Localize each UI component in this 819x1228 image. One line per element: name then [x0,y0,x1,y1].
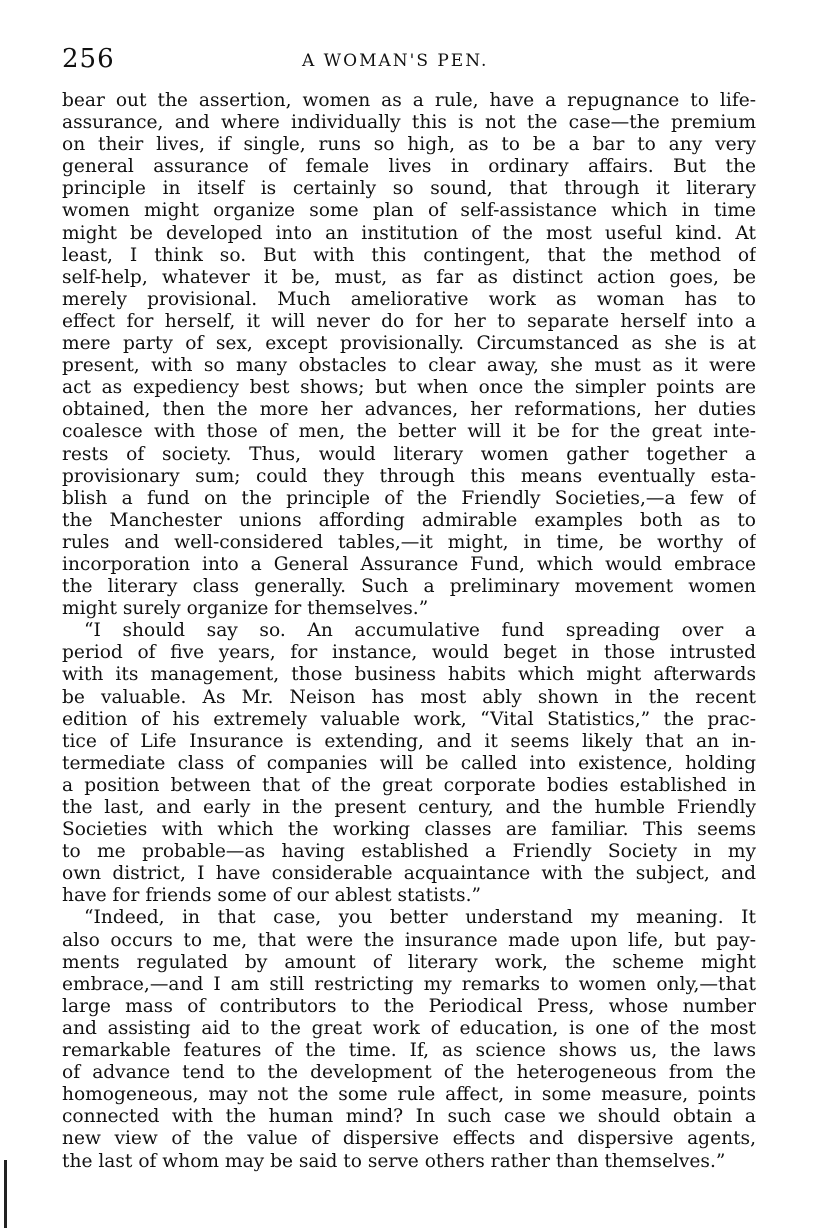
text-line: period of five years, for instance, would beget in those intrusted [62,642,756,664]
text-line: women might organize some plan of self-assistance which in time [62,200,756,222]
text-line: assurance, and where individually this is not the case—the premium [62,112,756,134]
text-line: coalesce with those of men, the better will it be for the great inte- [62,421,756,443]
text-line: rests of society. Thus, would literary women gather together a [62,443,756,465]
text-line: the literary class generally. Such a preliminary movement women [62,576,756,598]
text-line: principle in itself is certainly so sound, that through it literary [62,178,756,200]
text-line: might be developed into an institution of the most useful kind. At [62,222,756,244]
text-line: remarkable features of the time. If, as science shows us, the laws [62,1040,756,1062]
text-line: termediate class of companies will be called into existence, holding [62,752,756,774]
text-line-paragraph-end: might surely organize for themselves.” [62,598,429,620]
text-line: blish a fund on the principle of the Friendly Societies,—a few of [62,487,756,509]
page-number: 256 [62,44,115,74]
text-line: on their lives, if single, runs so high, as to be a bar to any very [62,134,756,156]
text-line: incorporation into a General Assurance Fund, which would embrace [62,553,756,575]
text-line: rules and well-considered tables,—it might, in time, be worthy of [62,531,756,553]
text-line-paragraph-end: the last of whom may be said to serve others rather than themselves.” [62,1150,726,1172]
text-line: Societies with which the working classes are familiar. This seems [62,819,756,841]
text-line: ments regulated by amount of literary work, the scheme might [62,951,756,973]
text-line: homogeneous, may not the some rule affect, in some measure, points [62,1084,756,1106]
text-line: merely provisional. Much ameliorative work as woman has to [62,288,756,310]
text-line: and assisting aid to the great work of education, is one of the most [62,1017,756,1039]
text-line-paragraph-end: have for friends some of our ablest statists.” [62,885,481,907]
text-line: act as expediency best shows; but when once the simpler points are [62,377,756,399]
text-line: embrace,—and I am still restricting my remarks to women only,—that [62,973,756,995]
text-line: the Manchester unions affording admirable examples both as to [62,509,756,531]
text-line: self-help, whatever it be, must, as far as distinct action goes, be [62,266,756,288]
text-line: bear out the assertion, women as a rule, have a repugnance to life- [62,90,756,111]
text-line: of advance tend to the development of the heterogeneous from the [62,1062,756,1084]
text-line: new view of the value of dispersive effects and dispersive agents, [62,1128,756,1150]
text-line-paragraph-start: “I should say so. An accumulative fund spreading over a [84,620,756,642]
text-line: effect for herself, it will never do for her to separate herself into a [62,310,756,332]
text-line: edition of his extremely valuable work, “Vital Statistics,” the prac- [62,708,756,730]
text-line: general assurance of female lives in ordinary affairs. But the [62,156,756,178]
text-line: be valuable. As Mr. Neison has most ably shown in the recent [62,686,756,708]
text-line: large mass of contributors to the Periodical Press, whose number [62,995,756,1017]
text-line: provisionary sum; could they through this means eventually esta- [62,465,756,487]
text-line-paragraph-start: “Indeed, in that case, you better understand my meaning. It [84,907,756,929]
text-line: mere party of sex, except provisionally. Circumstanced as she is at [62,333,756,355]
running-title: A WOMAN'S PEN. [302,51,489,71]
text-line: own district, I have considerable acquaintance with the subject, and [62,863,756,885]
text-line: the last, and early in the present century, and the humble Friendly [62,797,756,818]
text-line: with its management, those business habits which might afterwards [62,664,756,686]
text-line: obtained, then the more her advances, her reformations, her duties [62,399,756,421]
text-line: connected with the human mind? In such case we should obtain a [62,1106,756,1128]
text-line: also occurs to me, that were the insurance made upon life, but pay- [62,929,756,951]
page-edge-rule [4,1160,7,1228]
text-line: tice of Life Insurance is extending, and it seems likely that an in- [62,730,756,752]
text-line: to me probable—as having established a Friendly Society in my [62,841,756,863]
text-line: least, I think so. But with this contingent, that the method of [62,244,756,266]
text-line: a position between that of the great corporate bodies established in [62,774,756,796]
text-line: present, with so many obstacles to clear away, she must as it were [62,355,756,377]
page-header [62,44,762,78]
body-text [62,90,756,1173]
